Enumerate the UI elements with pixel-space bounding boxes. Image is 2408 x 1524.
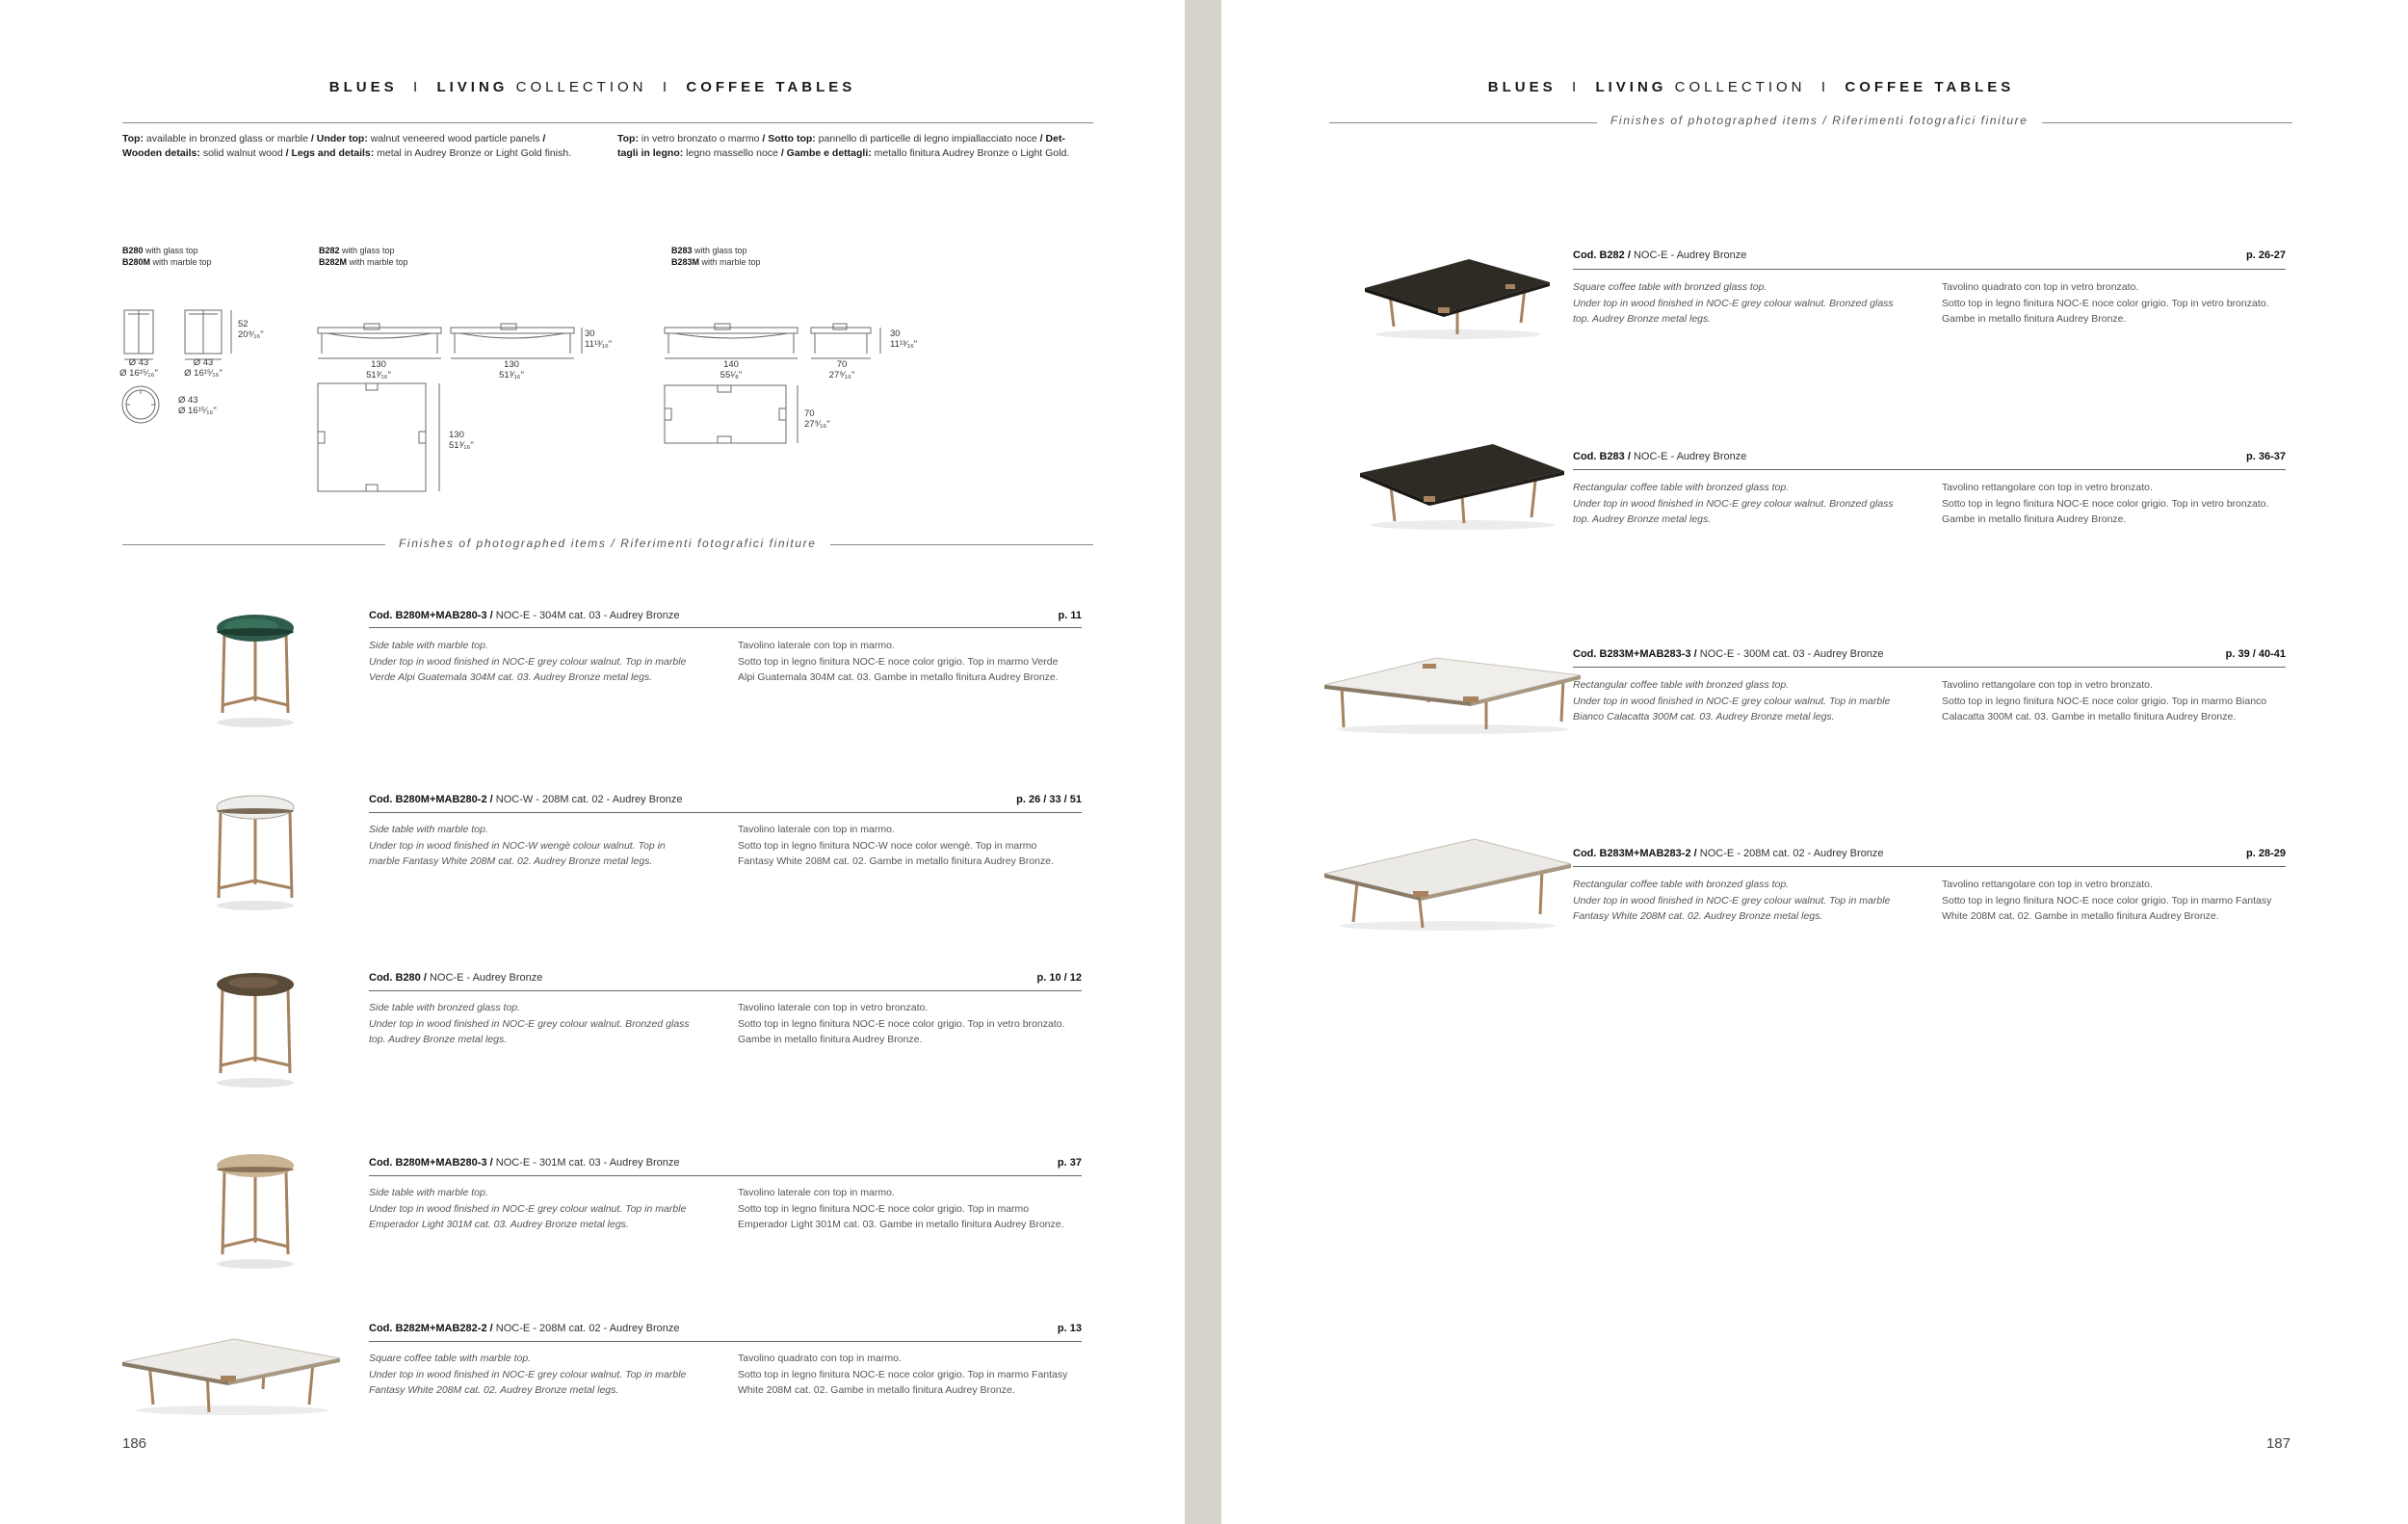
product-page-ref: p. 36-37 xyxy=(2246,451,2286,462)
dim-height-52: 52 20⁹⁄₁₆" xyxy=(238,319,264,340)
dim-diameter-43-b: Ø 43 Ø 16¹⁵⁄₁₆" xyxy=(184,357,222,379)
product-image-b280m-fantasy xyxy=(197,788,313,913)
code-b280-label: B280 with glass top B280M with marble top xyxy=(122,246,212,267)
dim-depth-70: 70 27⁹⁄₁₆" xyxy=(804,408,830,430)
product-page-ref: p. 39 / 40-41 xyxy=(2225,648,2286,660)
code-b282-label: B282 with glass top B282M with marble top xyxy=(319,246,408,267)
finishes-label-right: Finishes of photographed items / Riferimenti fotografici finiture xyxy=(1597,114,2042,127)
product-desc-it: Tavolino laterale con top in marmo. Sotto top in legno finitura NOC-E noce color grigio. Top in marmo Emperador Light 301M cat. 03. Gambe in metallo finitura Audrey Bronze. xyxy=(738,1187,1064,1230)
product-desc-it: Tavolino quadrato con top in vetro bronzato. Sotto top in legno finitura NOC-E noce color grigio. Top in vetro bronzato. Gambe in metallo finitura Audrey Bronze. xyxy=(1942,281,2269,325)
header-living: LIVING xyxy=(436,79,509,95)
product-image-b282-glass xyxy=(1361,246,1554,342)
page-number-right: 187 xyxy=(2265,1435,2290,1452)
product-desc-it: Tavolino rettangolare con top in vetro bronzato. Sotto top in legno finitura NOC-E noce color grigio. Top in marmo Fantasy White 208M cat. 02. Gambe in metallo finitura Audrey Bronze. xyxy=(1942,879,2272,922)
product-desc-it: Tavolino laterale con top in marmo. Sotto top in legno finitura NOC-E noce color grigio. Top in marmo Verde Alpi Guatemala 304M cat. 03. Gambe in metallo finitura Audrey Bronze. xyxy=(738,640,1059,683)
spread-gutter xyxy=(1185,0,1221,1524)
product-page-ref: p. 28-29 xyxy=(2246,848,2286,859)
product-page-ref: p. 26-27 xyxy=(2246,250,2286,261)
b283-plan xyxy=(665,385,786,443)
product-code: Cod. B283 / NOC-E - Audrey Bronze xyxy=(1573,451,1747,462)
product-page-ref: p. 13 xyxy=(1057,1323,1082,1334)
b280-plan xyxy=(122,386,159,423)
product-desc-en: Rectangular coffee table with bronzed glass top. Under top in wood finished in NOC-E grey colour walnut. Top in marble Fantasy White 208M cat. 02. Audrey Bronze metal legs. xyxy=(1573,879,1891,922)
product-desc-it: Tavolino laterale con top in vetro bronzato. Sotto top in legno finitura NOC-E noce color grigio. Top in vetro bronzato. Gambe in metallo finitura Audrey Bronze. xyxy=(738,1002,1065,1045)
product-code: Cod. B280M+MAB280-3 / NOC-E - 301M cat. 03 - Audrey Bronze xyxy=(369,1157,680,1169)
product-desc-it: Tavolino laterale con top in marmo. Sotto top in legno finitura NOC-W noce color wengè. Top in marmo Fantasy White 208M cat. 02. Gambe in metallo finitura Audrey Bronze. xyxy=(738,824,1054,867)
product-page-ref: p. 37 xyxy=(1057,1157,1082,1169)
b280-elevation-1 xyxy=(124,310,153,354)
product-desc-it: Tavolino rettangolare con top in vetro bronzato. Sotto top in legno finitura NOC-E noce color grigio. Top in vetro bronzato. Gambe in metallo finitura Audrey Bronze. xyxy=(1942,482,2269,525)
b282-plan xyxy=(318,383,426,491)
b282-elevation-1 xyxy=(318,324,441,354)
product-desc-en: Rectangular coffee table with bronzed glass top. Under top in wood finished in NOC-E grey colour walnut. Bronzed glass top. Audrey Bronze metal legs. xyxy=(1573,482,1894,525)
dim-diameter-43-a: Ø 43 Ø 16¹⁵⁄₁₆" xyxy=(119,357,158,379)
product-desc-it: Tavolino quadrato con top in marmo. Sotto top in legno finitura NOC-E noce color grigio. Top in marmo Fantasy White 208M cat. 02. Gambe in metallo finitura Audrey Bronze. xyxy=(738,1353,1068,1396)
product-desc-en: Side table with marble top. Under top in wood finished in NOC-E grey colour walnut. Top in marble Emperador Light 301M cat. 03. Audrey Bronze metal legs. xyxy=(369,1187,687,1230)
dim-diameter-43-c: Ø 43 Ø 16¹⁵⁄₁₆" xyxy=(178,395,217,416)
product-code: Cod. B283M+MAB283-3 / NOC-E - 300M cat. 03 - Audrey Bronze xyxy=(1573,648,1884,660)
materials-italian: Top: in vetro bronzato o marmo / Sotto top: pannello di particelle di legno impiallacciato noce / Det- tagli in legno: legno massello noce / Gambe e dettagli: metallo finitura Audrey Bronze o Light Gold. xyxy=(617,133,1070,159)
right-page xyxy=(1221,0,2408,1524)
header-category: COFFEE TABLES xyxy=(686,79,856,95)
product-desc-en: Side table with marble top. Under top in wood finished in NOC-E grey colour walnut. Top in marble Verde Alpi Guatemala 304M cat. 03. Audrey Bronze metal legs. xyxy=(369,640,687,683)
product-page-ref: p. 11 xyxy=(1058,610,1082,621)
product-code: Cod. B280M+MAB280-2 / NOC-W - 208M cat. 02 - Audrey Bronze xyxy=(369,794,683,805)
product-desc-it: Tavolino rettangolare con top in vetro bronzato. Sotto top in legno finitura NOC-E noce color grigio. Top in marmo Bianco Calacatta 300M cat. 03. Gambe in metallo finitura Audrey Bronze. xyxy=(1942,679,2267,723)
product-image-b283-glass xyxy=(1356,438,1568,535)
product-image-b280-glass xyxy=(197,965,313,1090)
product-desc-en: Rectangular coffee table with bronzed glass top. Under top in wood finished in NOC-E grey colour walnut. Top in marble Bianco Calacatta 300M cat. 03. Audrey Bronze metal legs. xyxy=(1573,679,1891,723)
dim-depth-130: 130 51³⁄₁₆" xyxy=(449,430,474,451)
technical-drawings xyxy=(0,0,1185,539)
product-code: Cod. B282 / NOC-E - Audrey Bronze xyxy=(1573,250,1747,261)
b280-elevation-2 xyxy=(185,310,222,354)
product-code: Cod. B280 / NOC-E - Audrey Bronze xyxy=(369,972,543,984)
code-b283-label: B283 with glass top B283M with marble top xyxy=(671,246,761,267)
product-desc-en: Square coffee table with bronzed glass top. Under top in wood finished in NOC-E grey colour walnut. Bronzed glass top. Audrey Bronze metal legs. xyxy=(1573,281,1894,325)
product-image-b280m-emperador xyxy=(197,1146,313,1272)
b283-elevation-2 xyxy=(811,324,871,354)
product-image-b283m-fantasy xyxy=(1322,833,1573,934)
product-page-ref: p. 10 / 12 xyxy=(1036,972,1082,984)
page-number-left: 186 xyxy=(122,1435,147,1452)
header-separator: I xyxy=(412,79,422,95)
dim-height-30-a: 30 11¹³⁄₁₆" xyxy=(585,328,613,350)
b282-elevation-2 xyxy=(451,324,574,354)
product-image-b283m-calacatta xyxy=(1322,641,1583,737)
product-code: Cod. B282M+MAB282-2 / NOC-E - 208M cat. 02 - Audrey Bronze xyxy=(369,1323,680,1334)
dim-height-30-b: 30 11¹³⁄₁₆" xyxy=(890,328,918,350)
header-brand: BLUES xyxy=(328,79,398,95)
product-image-b282m-fantasy xyxy=(120,1329,342,1416)
header-collection: COLLECTION xyxy=(515,79,647,95)
product-code: Cod. B280M+MAB280-3 / NOC-E - 304M cat. 03 - Audrey Bronze xyxy=(369,610,680,621)
product-desc-en: Side table with marble top. Under top in wood finished in NOC-W wengè colour walnut. Top in marble Fantasy White 208M cat. 02. Audrey Bronze metal legs. xyxy=(369,824,666,867)
product-image-b280m-verde xyxy=(197,605,313,730)
dim-width-130-a: 130 51³⁄₁₆" xyxy=(366,359,391,381)
product-code: Cod. B283M+MAB283-2 / NOC-E - 208M cat. 02 - Audrey Bronze xyxy=(1573,848,1884,859)
page-header: BLUES I LIVING COLLECTION I COFFEE TABLES xyxy=(1487,79,2015,95)
product-page-ref: p. 26 / 33 / 51 xyxy=(1016,794,1082,805)
materials-english: Top: available in bronzed glass or marble / Under top: walnut veneered wood particle panels / Wooden details: solid walnut wood / Legs and details: metal in Audrey Bronze or Light Gold finish. xyxy=(122,133,572,159)
header-separator: I xyxy=(662,79,671,95)
dim-width-130-b: 130 51³⁄₁₆" xyxy=(499,359,524,381)
product-desc-en: Square coffee table with marble top. Under top in wood finished in NOC-E grey colour walnut. Top in marble Fantasy White 208M cat. 02. Audrey Bronze metal legs. xyxy=(369,1353,687,1396)
finishes-label-left: Finishes of photographed items / Riferimenti fotografici finiture xyxy=(385,537,830,550)
product-desc-en: Side table with bronzed glass top. Under top in wood finished in NOC-E grey colour walnut. Bronzed glass top. Audrey Bronze metal legs. xyxy=(369,1002,690,1045)
b283-elevation-1 xyxy=(665,324,798,354)
dim-width-70: 70 27⁹⁄₁₆" xyxy=(828,359,855,381)
left-page xyxy=(0,0,1185,1524)
dim-width-140: 140 55¹⁄₈" xyxy=(720,359,743,381)
